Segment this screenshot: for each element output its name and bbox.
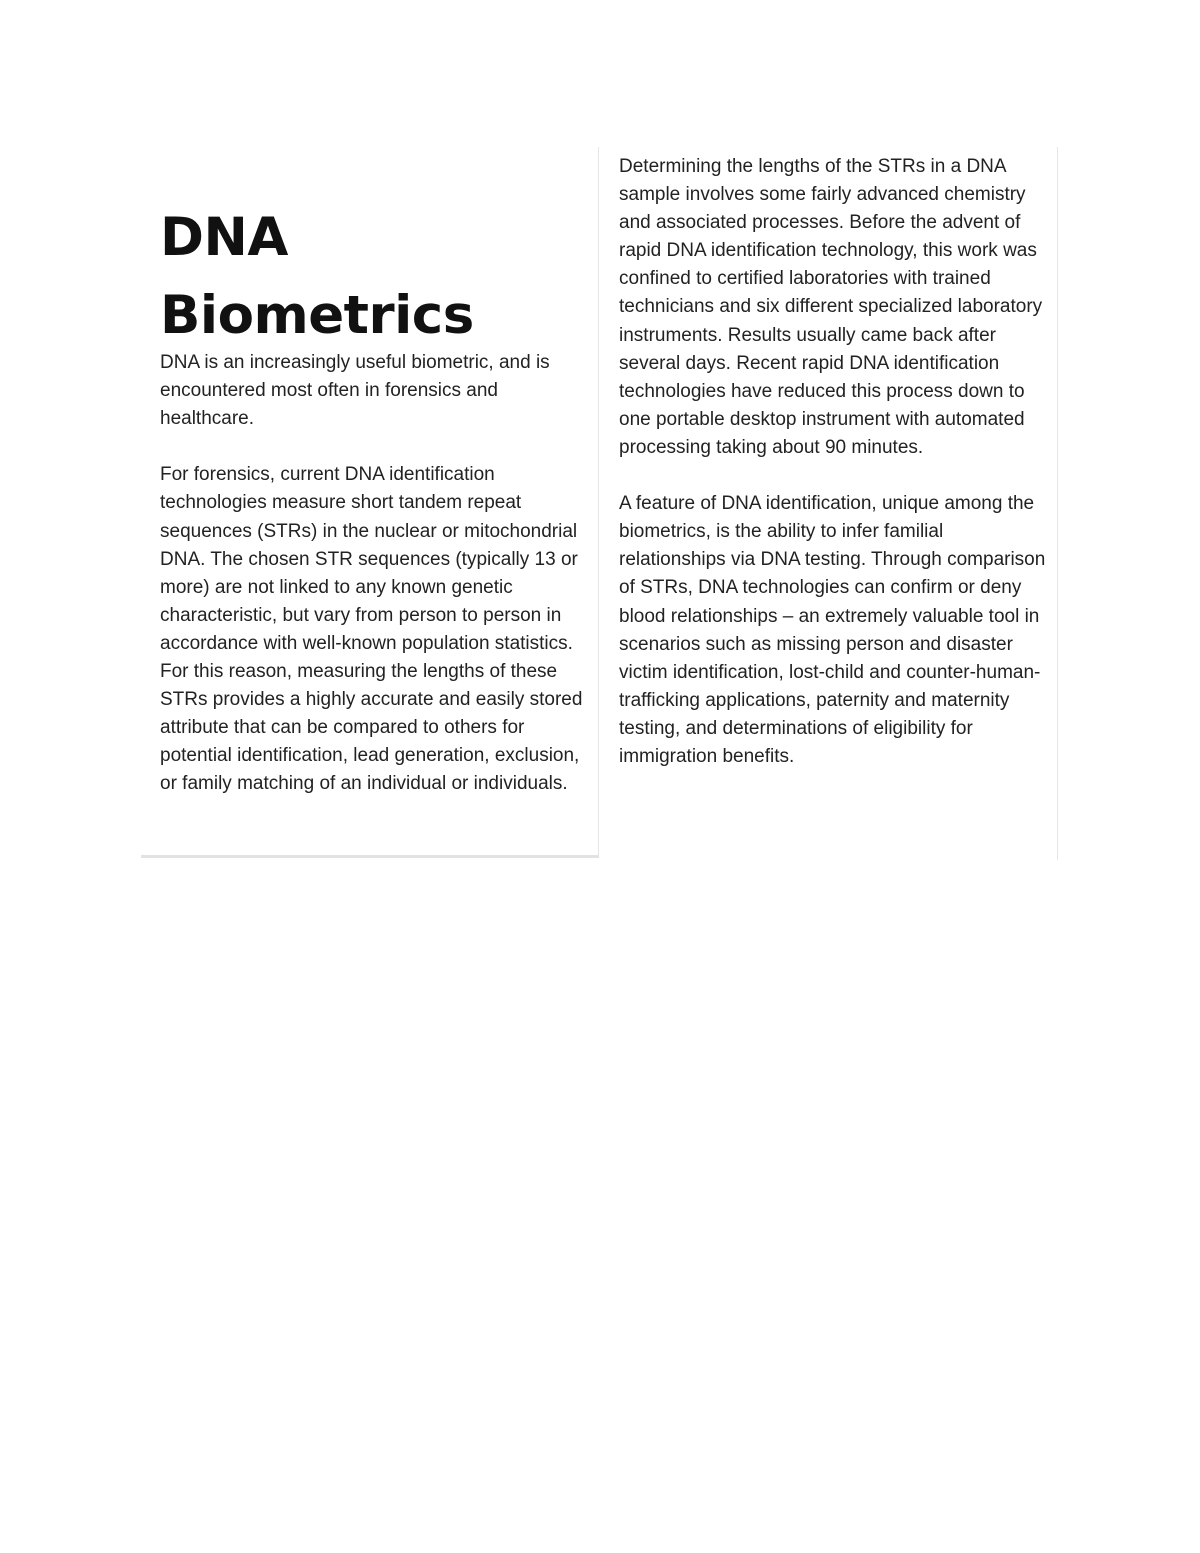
left-column-text [160,349,592,827]
page-title [160,199,590,355]
str-process-paragraph: Determining the lengths of the STRs in a DNA sample involves some fairly advanced chemistry and associated processes. Before the advent of rapid DNA identification technology, this work was confined to certified laboratories with trained technicians and six different specialized laboratory instruments. Results usually came back after several days. Recent rapid DNA identification technologies have reduced this process down to one portable desktop instrument with automated processing taking about 90 minutes. [619,156,1043,458]
title-line-1: DNA [160,207,288,268]
left-column [141,147,599,858]
title-line-2: Biometrics [160,285,474,346]
right-column-text [619,153,1051,799]
familial-paragraph: A feature of DNA identification, unique among the biometrics, is the ability to infer familial relationships via DNA testing. Through comparison of STRs, DNA technologies can confirm or deny blood relationships – an extremely valuable tool in scenarios such as missing person and disaster victim identification, lost-child and counter-human-trafficking applications, paternity and maternity testing, and determinations of eligibility for immigration benefits. [619,493,1046,767]
forensics-paragraph: For forensics, current DNA identification technologies measure short tandem repeat sequences (STRs) in the nuclear or mitochondrial DNA. The chosen STR sequences (typically 13 or more) are not linked to any known genetic characteristic, but vary from person to person in accordance with well-known population statistics. For this reason, measuring the lengths of these STRs provides a highly accurate and easily stored attribute that can be compared to others for potential identification, lead generation, exclusion, or family matching of an individual or individuals. [160,464,583,795]
right-column [600,147,1058,860]
intro-paragraph: DNA is an increasingly useful biometric, and is encountered most often in forensics and healthcare. [160,352,550,430]
